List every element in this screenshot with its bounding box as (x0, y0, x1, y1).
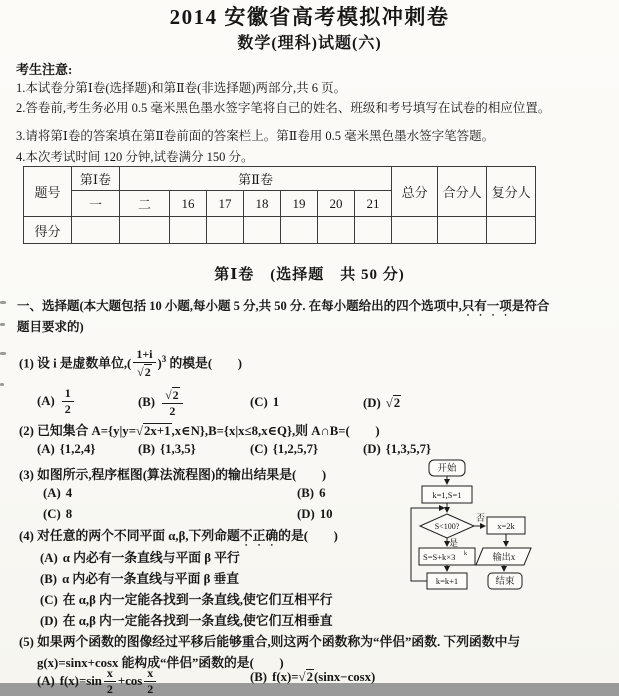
option-label: (A) (37, 674, 55, 689)
option-label: (B) (250, 670, 268, 684)
question-3-stem (19, 464, 326, 483)
option-label: (C) (43, 507, 61, 521)
option-label: (C) (250, 395, 268, 409)
q5-a-fraction-2: $\frac{x}{2}$ (144, 667, 156, 695)
question-2-stem (19, 420, 380, 439)
table-cell-sub: 18 (244, 191, 281, 217)
scan-artifact (0, 383, 4, 386)
scan-artifact (0, 323, 5, 326)
q4-stem-text: 对任意的两个不同平面 α,β,下列命题 (37, 529, 240, 543)
table-cell-part1: 第Ⅰ卷 (72, 167, 120, 191)
q3-stem-text: 如图所示,程序框图(算法流程图)的输出结果是( ) (37, 468, 327, 482)
score-table (23, 166, 536, 244)
score-cell-empty (244, 217, 281, 244)
q1-number: (1) (19, 356, 34, 371)
table-cell-adder: 合分人 (438, 167, 487, 217)
q2-option-c: (C) {1,2,5,7} (250, 442, 319, 456)
q3-number: (3) (19, 468, 34, 482)
score-cell-empty (355, 217, 392, 244)
table-cell-sub: 二 (120, 191, 170, 217)
q4-option-d: (D) 在 α,β 内一定能各找到一条直线,使它们互相垂直 (40, 614, 333, 628)
page-title: 2014 安徽省高考模拟冲刺卷 (169, 5, 450, 29)
q3-option-d: (D) 10 (297, 507, 333, 521)
table-cell-score-label: 得分 (24, 217, 72, 244)
option-label: (A) (37, 394, 55, 409)
flowchart-diagram (404, 456, 616, 624)
q1-fraction: 1+i √ 2 (133, 348, 155, 379)
score-cell-empty (281, 217, 318, 244)
branch-label: x=2k (497, 521, 515, 531)
q1-paren: ) (157, 356, 162, 371)
table-cell-sub: 一 (72, 191, 120, 217)
output-label: 输出x (492, 552, 516, 562)
notice-item: 2.答卷前,考生务必用 0.5 毫米黑色墨水签字笔将自己的姓名、班级和考号填写在试卷的相应位置。 (16, 101, 551, 115)
sqrt-radical: √ 2x+1 (136, 424, 172, 438)
sqrt-radical: √ 2 (386, 396, 401, 410)
q1-exponent: 3 (161, 354, 167, 365)
option-label: (C) (40, 593, 58, 607)
q1-stem-text: 设 i 是虚数单位,( (37, 356, 132, 371)
increment-label: k=k+1 (435, 576, 459, 586)
q2-stem-text: ,x∈N},B={x|x≤8,x∈Q},则 A∩B=( ) (171, 424, 380, 438)
q5-number: (5) (19, 635, 34, 649)
q1-option-b-fraction: √ $\frac{2}{2}$ (162, 387, 183, 418)
q5-stem-text: 如果两个函数的图像经过平移后能够重合,则这两个函数称为“伴侣”函数. 下列函数中与 (37, 635, 521, 649)
table-cell-checker: 复分人 (487, 167, 536, 217)
q4-option-a: (A) α 内必有一条直线与平面 β 平行 (40, 551, 240, 565)
q2-stem-text: 已知集合 A={y|y= (37, 424, 136, 438)
start-label: 开始 (437, 464, 457, 474)
sqrt-radical: √ 2 (165, 388, 180, 402)
sqrt-radical: √ 2 (299, 670, 314, 684)
option-label: (C) (250, 442, 268, 456)
score-cell-empty (392, 217, 438, 244)
score-cell-empty (487, 217, 536, 244)
q3-option-c: (C) 8 (43, 507, 73, 521)
score-cell-empty (72, 217, 120, 244)
score-cell-empty (438, 217, 487, 244)
page-subtitle: 数学(理科)试题(六) (237, 35, 382, 52)
q4-option-c: (C) 在 α,β 内一定能各找到一条直线,使它们互相平行 (40, 593, 333, 607)
instruction-line-1 (17, 296, 549, 319)
option-label: (A) (40, 551, 58, 565)
option-label: (B) (138, 395, 156, 410)
q3-option-a: (A) 4 (43, 486, 73, 500)
q1-option-d (363, 395, 401, 411)
instruction-text: 是符合 (511, 299, 550, 313)
instruction-text: 一、选择题(本大题包括 10 小题,每小题 5 分,共 50 分. 在每小题给出的四个选项中, (17, 299, 462, 313)
q4-stem-text: 的是( ) (278, 529, 338, 543)
q5-option-b: (B) f(x)= √ 2(sinx−cosx) (250, 669, 375, 685)
option-label: (D) (363, 396, 381, 410)
score-cell-empty (120, 217, 170, 244)
option-label: (D) (363, 442, 381, 456)
question-4-stem (19, 525, 338, 549)
q2-number: (2) (19, 424, 34, 438)
q4-emphasis: 不正确 (239, 529, 279, 543)
q4-option-b: (B) α 内必有一条直线与平面 β 垂直 (40, 572, 240, 586)
option-label: (A) (37, 442, 55, 456)
table-cell-sub: 17 (207, 191, 244, 217)
score-cell-empty (207, 217, 244, 244)
score-cell-empty (318, 217, 355, 244)
notice-item: 4.本次考试时间 120 分钟,试卷满分 150 分。 (16, 150, 254, 164)
table-cell-total: 总分 (392, 167, 438, 217)
update-exponent: k (464, 551, 467, 557)
q2-option-a: (A) {1,2,4} (37, 442, 96, 456)
condition-label: S<100? (434, 522, 460, 531)
end-label: 结束 (495, 577, 515, 587)
option-label: (B) (297, 486, 315, 500)
table-cell-question-label: 题号 (24, 167, 72, 217)
notice-heading: 考生注意: (16, 62, 73, 77)
q2-option-d: (D) {1,3,5,7} (363, 442, 432, 456)
q2-option-b: (B) {1,3,5} (138, 442, 196, 456)
yes-label: 是 (449, 538, 459, 548)
sqrt-radical: √ 2 (137, 365, 152, 379)
instruction-emphasis: 只有一项 (461, 299, 512, 313)
score-cell-empty (170, 217, 207, 244)
question-1-stem (19, 349, 242, 380)
table-cell-sub: 16 (170, 191, 207, 217)
q1-option-b (138, 388, 185, 419)
option-label: (B) (40, 572, 58, 586)
option-label: (D) (297, 507, 315, 521)
notice-item: 1.本试卷分第Ⅰ卷(选择题)和第Ⅱ卷(非选择题)两部分,共 6 页。 (16, 81, 347, 95)
init-label: k=1,S=1 (432, 490, 462, 500)
q3-option-b: (B) 6 (297, 486, 326, 500)
q1-option-a-fraction: $\frac{1}{2}$ (62, 387, 74, 415)
table-cell-sub: 19 (281, 191, 318, 217)
q5-option-a: (A) f(x)=sin $\frac{x}{2}$ +cos $\frac{x}{2}$ (37, 668, 158, 696)
question-5-stem-line2: g(x)=sinx+cosx 能构成“伴侣”函数的是( ) (37, 656, 284, 670)
q5-a-fraction-1: $\frac{x}{2}$ (104, 667, 116, 695)
question-5-stem-line1 (19, 631, 520, 650)
q1-option-a (37, 388, 76, 416)
update-label: S=S+k×3 (423, 552, 456, 562)
scan-artifact (0, 301, 6, 304)
table-cell-sub: 21 (355, 191, 392, 217)
q4-number: (4) (19, 529, 34, 543)
option-label: (B) (138, 442, 156, 456)
notice-item: 3.请将第Ⅰ卷的答案填在第Ⅱ卷前面的答案栏上。第Ⅱ卷用 0.5 毫米黑色墨水签字笔答题。 (16, 129, 495, 143)
instruction-line-2: 题目要求的) (17, 320, 84, 334)
q1-option-c: (C) 1 (250, 395, 280, 409)
no-label: 否 (476, 513, 486, 523)
table-cell-part2: 第Ⅱ卷 (120, 167, 392, 191)
table-cell-sub: 20 (318, 191, 355, 217)
scan-artifact (0, 352, 6, 355)
option-label: (A) (43, 486, 61, 500)
q1-stem-text: 的模是( ) (166, 356, 242, 371)
option-label: (D) (40, 614, 58, 628)
section-heading: 第Ⅰ卷 (选择题 共 50 分) (214, 267, 405, 283)
